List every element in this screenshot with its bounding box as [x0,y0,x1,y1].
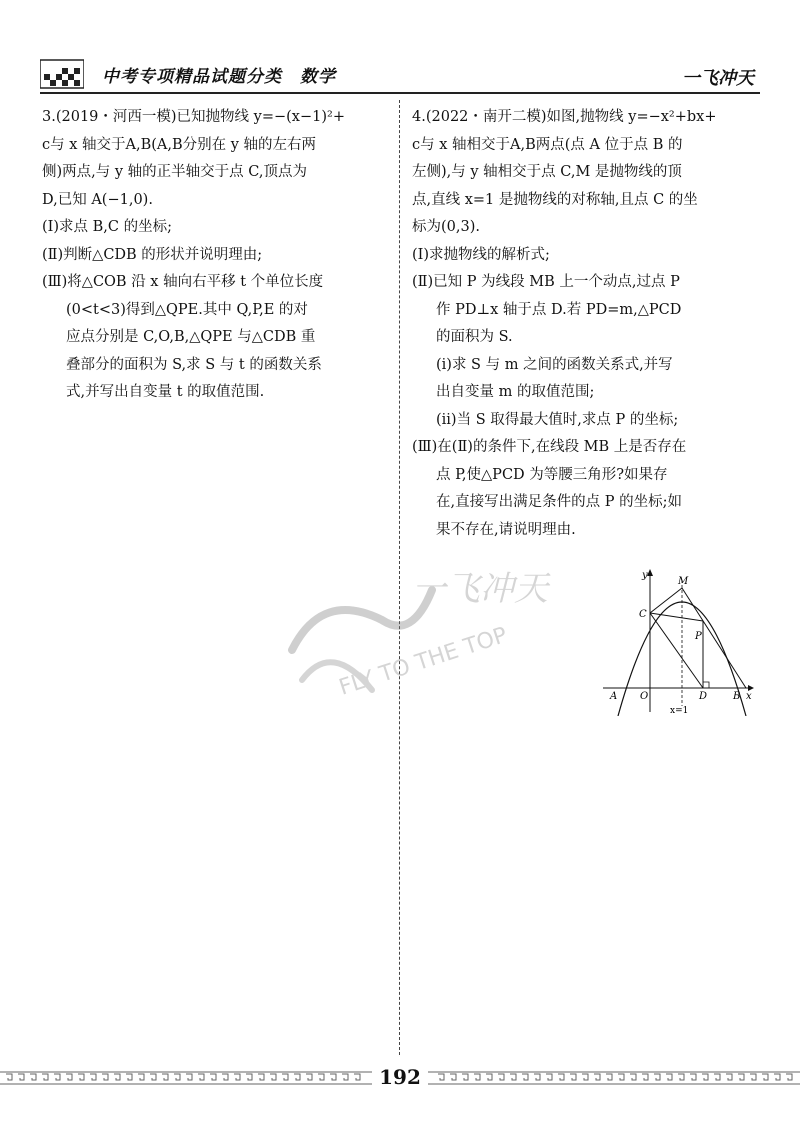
problem-3-part-2: (Ⅱ)判断△CDB 的形状并说明理由; [42,246,263,263]
problem-4 [412,104,762,544]
problem-4-line: 果不存在,请说明理由. [436,521,576,538]
problem-4-line: 点 P,使△PCD 为等腰三角形?如果存 [436,466,668,483]
page-number: 192 [372,1062,428,1092]
watermark-en-text: FLY TO THE TOP [336,622,511,701]
label-O: O [640,691,649,702]
problem-4-line: 标为(0,3). [412,219,480,235]
label-B: B [733,691,741,702]
problem-3-line: 3.(2019・河西一模)已知抛物线 y=−(x−1)²+ [42,109,345,125]
segment-MB [682,588,746,688]
label-C: C [639,609,647,620]
watermark-cn-text: 一飞冲天 [412,569,548,609]
problem-3-line: (0<t<3)得到△QPE.其中 Q,P,E 的对 [66,301,308,318]
problem-4-line: 的面积为 S. [436,329,513,345]
label-P: P [695,631,702,642]
problem-3-part-3: (Ⅲ)将△COB 沿 x 轴向右平移 t 个单位长度 [42,274,324,290]
problem-3-line: 式,并写出自变量 t 的取值范围. [66,384,265,400]
label-y: y [642,570,648,581]
label-A: A [610,691,618,702]
problem-4-line: 4.(2022・南开二模)如图,抛物线 y=−x²+bx+ [412,109,717,125]
header-rule [40,92,760,94]
problem-3-line: D,已知 A(−1,0). [42,191,153,208]
header-title: 中考专项精品试题分类 数学 [102,67,336,87]
label-M: M [678,576,689,587]
segment-CP [650,613,703,621]
problem-4-line: 点,直线 x=1 是抛物线的对称轴,且点 C 的坐 [412,191,698,208]
problem-4-part-1: (Ⅰ)求抛物线的解析式; [412,246,550,263]
problem-3-part-1: (Ⅰ)求点 B,C 的坐标; [42,219,173,235]
right-angle-mark [703,682,709,688]
label-x: x [746,691,752,702]
problem-3-line: 侧)两点,与 y 轴的正半轴交于点 C,顶点为 [42,164,307,180]
problem-4-line: 左侧),与 y 轴相交于点 C,M 是抛物线的顶 [412,164,682,180]
problem-3-line: 应点分别是 C,O,B,△QPE 与△CDB 重 [66,329,316,345]
parabola-figure [598,566,758,716]
problem-3 [42,104,392,407]
problem-4-line: 在,直接写出满足条件的点 P 的坐标;如 [436,494,682,510]
page-header [40,56,760,96]
checker-logo-icon [40,56,84,90]
problem-3-line: c与 x 轴交于A,B(A,B分别在 y 轴的左右两 [42,136,317,153]
label-x-eq-1: x=1 [670,706,689,716]
problem-4-subpart-ii: (ⅱ)当 S 取得最大值时,求点 P 的坐标; [436,411,679,428]
problem-4-line: c与 x 轴相交于A,B两点(点 A 位于点 B 的 [412,136,683,153]
header-brand: 一飞冲天 [682,68,754,89]
problem-4-part-2: (Ⅱ)已知 P 为线段 MB 上一个动点,过点 P [412,274,680,290]
problem-4-subpart-i: (ⅰ)求 S 与 m 之间的函数关系式,并写 [436,356,673,373]
segment-CD [650,613,703,688]
problem-4-line: 作 PD⊥x 轴于点 D.若 PD=m,△PCD [436,301,682,318]
problem-3-line: 叠部分的面积为 S,求 S 与 t 的函数关系 [66,356,322,373]
problem-4-part-3: (Ⅲ)在(Ⅱ)的条件下,在线段 MB 上是否存在 [412,439,687,455]
problem-4-line: 出自变量 m 的取值范围; [436,384,595,400]
y-axis-arrow-icon [647,569,653,576]
watermark-logo-icon [262,530,552,730]
label-D: D [699,691,708,702]
